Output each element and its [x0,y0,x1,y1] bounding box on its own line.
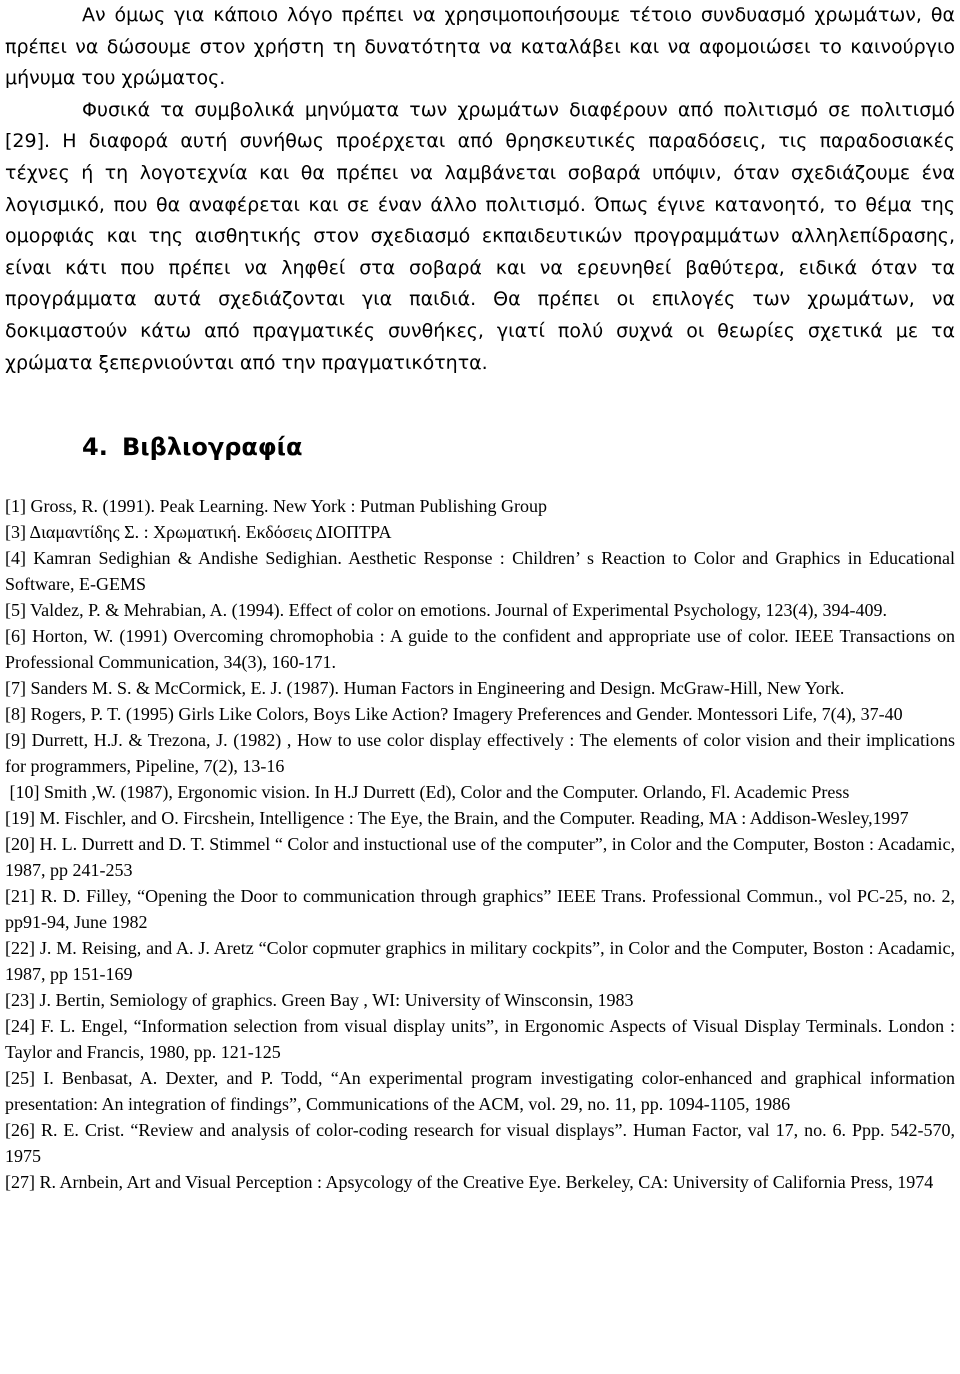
reference-item: [27] R. Arnbein, Art and Visual Perception : Apsycology of the Creative Eye. Berkeley, CA: University of California Press, 1974 [5,1172,934,1192]
reference-list [5,493,955,1195]
paragraph-2-text: Φυσικά τα συμβολικά μηνύματα των χρωμάτων διαφέρουν από πολιτισμό σε πολιτισμό [29]. Η διαφορά αυτή συνήθως προέρχεται από θρησκευτικές παραδόσεις, τις παραδοσιακές τέχνες ή τη λογοτεχνία και θα πρέπει να λαμβάνεται σοβαρά υπόψιν, όταν σχεδιάζουμε ένα λογισμικό, που θα αναφέρεται και σε έναν άλλο πολιτισμό. Όπως έγινε κατανοητό, το θέμα της ομορφιάς και της αισθητικής στον σχεδιασμό εκπαιδευτικών προγραμμάτων αλληλεπίδρασης, είναι κάτι που πρέπει να ληφθεί στα σοβαρά και να ερευνηθεί βαθύτερα, ειδικά όταν τα προγράμματα αυτά σχεδιάζονται για παιδιά. Θα πρέπει οι επιλογές των χρωμάτων, να δοκιμαστούν κάτω από πραγματικές συνθήκες, γιατί πολύ συχνά οι θεωρίες σχετικά με τα χρώματα ξεπερνιούνται από την πραγματικότητα. [5,98,955,374]
paragraph-1-text: Αν όμως για κάποιο λόγο πρέπει να χρησιμοποιήσουμε τέτοιο συνδυασμό χρωμάτων, θα πρέπει να δώσουμε στον χρήστη τη δυνατότητα να καταλάβει και να αφομοιώσει το καινούργιο μήνυμα του χρώματος. [5,4,955,90]
paragraph-1 [5,0,955,95]
document-page [5,0,955,1192]
reference-item: [23] J. Bertin, Semiology of graphics. Green Bay , WI: University of Winsconsin, 1983 [5,990,634,1010]
reference-item: [20] H. L. Durrett and D. T. Stimmel “ Color and instuctional use of the computer”, in Color and the Computer, Boston : Acadamic, 1987, pp 241-253 [5,834,955,880]
reference-item: [6] Horton, W. (1991) Overcoming chromophobia : A guide to the confident and appropriate use of color. IEEE Transactions on Professional Communication, 34(3), 160-171. [5,626,955,672]
reference-item: [24] F. L. Engel, “Information selection from visual display units”, in Ergonomic Aspects of Visual Display Terminals. London : Taylor and Francis, 1980, pp. 121-125 [5,1016,955,1062]
reference-item: [1] Gross, R. (1991). Peak Learning. New York : Putman Publishing Group [5,496,547,516]
reference-item: [4] Kamran Sedighian & Andishe Sedighian. Aesthetic Response : Children’ s Reaction to Color and Graphics in Educational Software, E-GEMS [5,548,955,594]
paragraph-2 [5,95,955,379]
reference-item: [3] Διαμαντίδης Σ. : Χρωματική. Εκδόσεις ΔΙΟΠΤΡΑ [5,522,392,542]
reference-item: [25] I. Benbasat, A. Dexter, and P. Todd, “An experimental program investigating color-enhanced and graphical information presentation: An integration of findings”, Communications of the ACM, vol. 29, no. 11, pp. 1094-1105, 1986 [5,1068,955,1114]
section-heading [82,433,302,461]
reference-item: [5] Valdez, P. & Mehrabian, A. (1994). Effect of color on emotions. Journal of Experimental Psychology, 123(4), 394-409. [5,600,887,620]
section-number: 4. [82,433,108,461]
reference-item: [7] Sanders M. S. & McCormick, E. J. (1987). Human Factors in Engineering and Design. McGraw-Hill, New York. [5,678,845,698]
reference-item: [19] M. Fischler, and O. Fircshein, Intelligence : The Eye, the Brain, and the Computer. Reading, MA : Addison-Wesley,1997 [5,808,909,828]
reference-item: [22] J. M. Reising, and A. J. Aretz “Color copmuter graphics in military cockpits”, in Color and the Computer, Boston : Acadamic, 1987, pp 151-169 [5,938,955,984]
reference-item: [21] R. D. Filley, “Opening the Door to communication through graphics” IEEE Trans. Professional Commun., vol PC-25, no. 2, pp91-94, June 1982 [5,886,955,932]
reference-item: [10] Smith ,W. (1987), Ergonomic vision. In H.J Durrett (Ed), Color and the Computer. Orlando, Fl. Academic Press [5,782,850,802]
reference-item: [8] Rogers, P. T. (1995) Girls Like Colors, Boys Like Action? Imagery Preferences and Gender. Montessori Life, 7(4), 37-40 [5,704,903,724]
reference-item: [9] Durrett, H.J. & Trezona, J. (1982) , How to use color display effectively : The elements of color vision and their implications for programmers, Pipeline, 7(2), 13-16 [5,730,955,776]
reference-item: [26] R. E. Crist. “Review and analysis of color-coding research for visual displays”. Human Factor, val 17, no. 6. Ppp. 542-570, 1975 [5,1120,955,1166]
section-title: Βιβλιογραφία [122,433,303,461]
